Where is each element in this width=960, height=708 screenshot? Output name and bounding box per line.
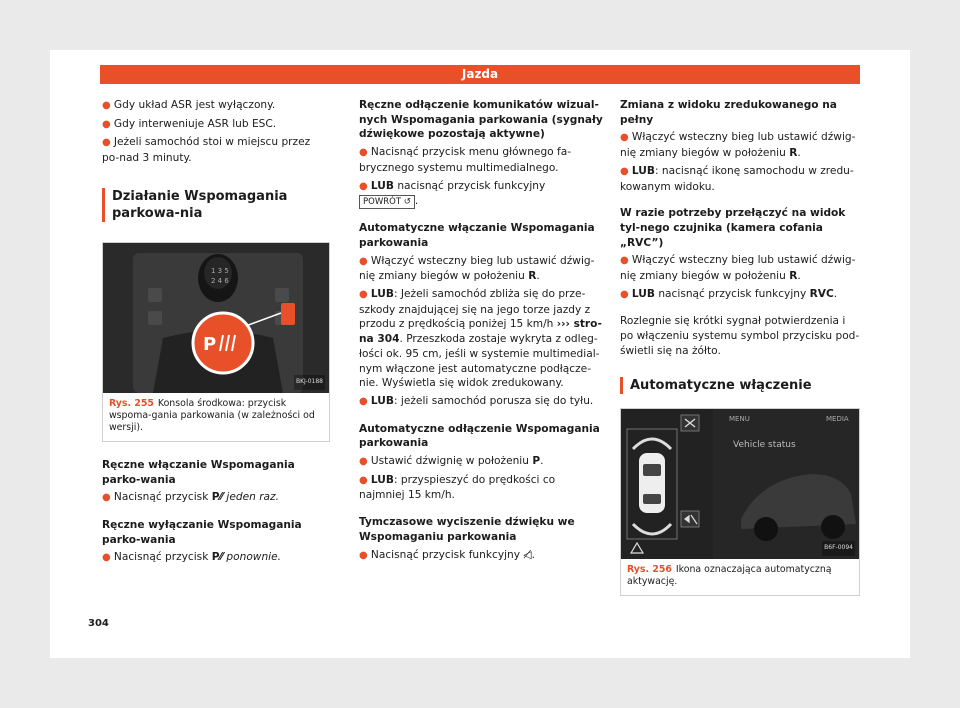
figure-caption: Rys. 256 Ikona oznaczająca automatyczną aktywację. [627,563,832,587]
list-item: ● Nacisnąć przycisk P⁄⁄ ponownie. [102,551,282,564]
list-item: ● LUB: jeżeli samochód porusza się do tyłu. [359,394,594,407]
heading: Automatyczne włączanie Wspomagania parkowania [359,222,595,249]
infotainment-image [621,409,859,559]
back-button-icon: POWRÓT ↺ [359,195,415,209]
list-item: ● Jeżeli samochód stoi w miejscu przez po-nad 3 minuty. [102,136,311,165]
bullet-icon: ● [620,288,632,300]
parking-assist-icon: P⁄⁄ [211,491,224,504]
list-item: ● LUB: przyspieszyć do prędkości co najmniej 15 km/h. [359,473,556,502]
bullet-icon: ● [359,255,371,267]
rvc-button-label: RVC [809,287,834,300]
console-image [103,243,329,393]
list-item: ● Nacisnąć przycisk funkcyjny ◁̸. [359,548,535,561]
console-illustration [103,243,329,393]
list-item: ● Nacisnąć przycisk P⁄⁄ jeden raz. [102,491,279,504]
column-1 [102,98,330,569]
section-title: Działanie Wspomagania parkowa-nia [102,188,330,222]
bullet-icon: ● [359,549,371,561]
page-reference-link[interactable]: ››› stro-na 304 [359,318,602,346]
figure-code: B6F-0094 [822,541,855,556]
heading: Ręczne wyłączanie Wspomagania parko-wania [102,518,302,546]
list-item: ● LUB: nacisnąć ikonę samochodu w zredu-kowanym widoku. [620,164,854,193]
svg-text:2 4 6: 2 4 6 [211,276,229,285]
paragraph: Rozlegnie się krótki sygnał potwierdzenia i po włączeniu systemu symbol przycisku pod-świetli się na żółto. [620,315,860,357]
figure-256 [620,408,860,596]
column-3 [620,98,860,596]
figure-code: BKJ-0188 [294,375,325,390]
heading: Tymczasowe wyciszenie dźwięku we Wspomaganiu parkowania [359,516,575,543]
bullet-icon: ● [102,100,114,111]
bullet-icon: ● [102,552,114,564]
heading: Ręczne włączanie Wspomagania parko-wania [102,458,295,486]
bullet-icon: ● [102,137,114,149]
figure-number: Rys. 255 [109,397,154,409]
heading: W razie potrzeby przełączyć na widok tyl-nego czujnika (kamera cofania „RVC”) [620,207,846,249]
list-item: ● Włączyć wsteczny bieg lub ustawić dźwig-nię zmiany biegów w położeniu R. [359,254,595,283]
bullet-icon: ● [359,395,371,407]
page-number: 304 [88,618,109,629]
heading: Ręczne odłączenie komunikatów wizual-nych Wspomagania parkowania (sygnały dźwiękowe pozostają aktywne) [359,99,603,141]
bullet-icon: ● [620,132,632,144]
section-title: Automatyczne włączenie [620,377,860,394]
bullet-icon: ● [359,456,371,468]
figure-255 [102,242,330,442]
list-item: ● Nacisnąć przycisk menu głównego fa-brycznego systemu multimedialnego. [359,146,572,174]
list-item: ● Gdy układ ASR jest wyłączony. [102,99,276,111]
vehicle-status-label: Vehicle status [733,439,796,450]
figure-number: Rys. 256 [627,563,672,575]
bullet-icon: ● [359,180,371,192]
infotainment-illustration [621,409,859,559]
bullet-icon: ● [359,147,371,159]
list-item: ● Włączyć wsteczny bieg lub ustawić dźwig-nię zmiany biegów w położeniu R. [620,131,856,160]
list-item: ● LUB nacisnąć przycisk funkcyjny POWRÓT ↺ . [359,179,546,208]
list-item: ● Gdy interweniuje ASR lub ESC. [102,117,277,130]
parking-assist-icon: P⁄⁄ [211,551,224,564]
bullet-icon: ● [359,474,371,486]
svg-text:P: P [203,333,217,355]
media-label: MEDIA [826,414,849,423]
bullet-icon: ● [620,255,632,267]
svg-text:1 3 5: 1 3 5 [211,266,229,275]
menu-label: MENU [729,414,750,423]
heading: Zmiana z widoku zredukowanego na pełny [620,99,837,126]
mute-icon: ◁̸ [523,548,532,561]
page-header: Jazda [100,65,860,84]
bullet-icon: ● [620,165,632,177]
bullet-icon: ● [359,289,371,301]
list-item: ● Włączyć wsteczny bieg lub ustawić dźwig-nię zmiany biegów w położeniu R. [620,254,856,283]
column-2 [359,98,603,566]
heading: Automatyczne odłączenie Wspomagania parkowania [359,422,600,450]
bullet-icon: ● [102,118,114,130]
list-item: ● LUB nacisnąć przycisk funkcyjny RVC. [620,287,838,300]
bullet-icon: ● [102,492,114,504]
list-item: ● Ustawić dźwignię w położeniu P. [359,455,544,468]
list-item: ● LUB: Jeżeli samochód zbliża się do prze-szkody znajdującej się na jego torze jazdy z przodu z prędkością poniżej 15 km/h ››› stro-na 304. Przeszkoda zostaje wykryta z odleg-łości ok. 95 cm, jeśli w systemie multimedial-nym włączone jest automatyczne podłącze-nie. Wyświetla się widok zredukowany. [359,288,602,390]
figure-caption: Rys. 255 Konsola środkowa: przycisk wspoma-gania parkowania (w zależności od wersji). [109,397,315,433]
